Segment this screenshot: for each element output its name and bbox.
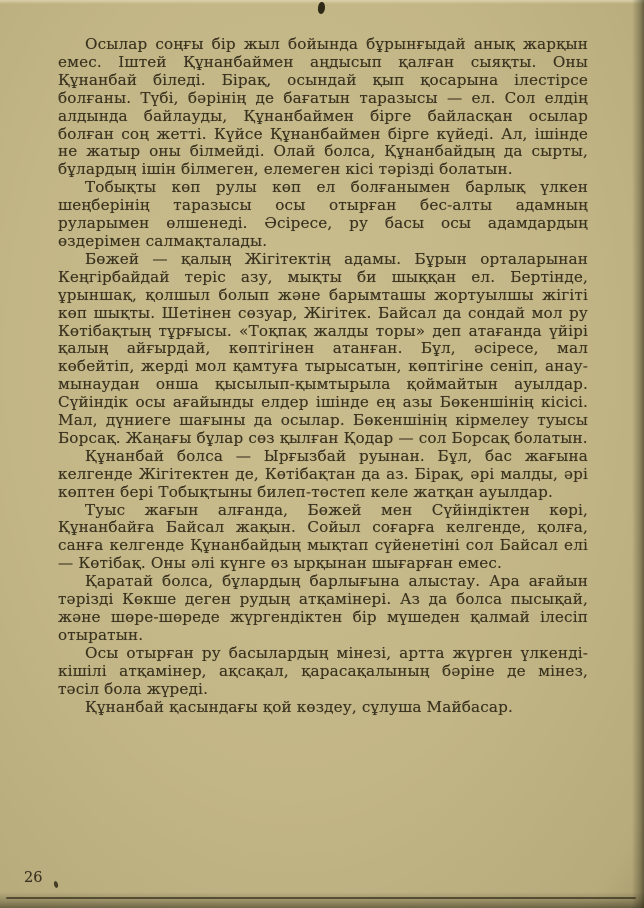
paragraph: Құнанбай болса — Ырғызбай руынан. Бұл, бас жағына келгенде Жігітектен де, Көтібақтан да аз. Бірақ, әрі малды, әрі көптен бері Тобықтыны билеп-төстеп келе жатқан ауылдар. [58, 446, 588, 501]
paper-edge-right [632, 0, 644, 908]
paragraph: Қаратай болса, бұлардың барлығына алыстау. Ара ағайын тәрізді Көкше деген рудың атқамінері. Аз да болса пысықай, және шөре-шөреде жүргендіктен бір мүшеден қалмай ілесіп отыратын. [58, 572, 588, 644]
ink-speck [53, 881, 59, 889]
ink-mark [317, 2, 326, 15]
paragraph: Осылар соңғы бір жыл бойында бұрынғыдай анық жарқын емес. Іштей Құнанбаймен аңдысып қалған сыяқты. Оны Құнанбай біледі. Бірақ, осындай қып қосарына ілестірсе болғаны. Түбі, бәрінің де бағатын таразысы — ел. Сол елдің алдында байлауды, Құнанбаймен бірге байласқан осылар болған соң жетті. Күйсе Құнанбаймен бірге күйеді. Ал, ішінде не жатыр оны білмейді. Олай болса, Құнанбайдың да сырты, бұлардың ішін білмеген, елемеген кісі тәрізді болатын. [58, 35, 588, 179]
page-number: 26 [24, 870, 43, 886]
paragraph: Құнанбай қасындағы қой көздеу, сұлуша Майбасар. [85, 697, 513, 716]
paragraph: Осы отырған ру басылардың мінезі, артта жүрген үлкенді-кішілі атқамінер, ақсақал, қарасақалының бәріне де мінез, тәсіл бола жүреді. [58, 643, 588, 698]
paragraph: Бөжей — қалың Жігітектің адамы. Бұрын орталарынан Кеңгірбайдай теріс азу, мықты би шыққан ел. Бертінде, ұрыншақ, қолшыл болып және барымташы жортуылшы жігіті көп шықты. Шетінен сөзуар, Жігітек. Байсал да сондай мол ру Көтібақтың тұрғысы. «Тоқпақ жалды торы» деп атағанда үйірі қалың айғырдай, көптігінен атанған. Бұл, әсіресе, мал көбейтіп, жерді мол қамтуға тырысатын, көптігіне сеніп, анау-мынаудан онша қысылып-қымтырыла қоймайтын ауылдар. Сүйіндік осы ағайынды елдер ішінде ең азы Бөкеншінің кісісі. Мал, дүниеге шағыны да осылар. Бөкеншінің кірмелеу туысы Борсақ. Жаңағы бұлар сөз қылған Қодар — сол Борсақ болатын. [58, 249, 588, 447]
paper-edge-line [6, 897, 636, 899]
paragraph: Тобықты көп рулы көп ел болғанымен барлық үлкен шеңберінің таразысы осы отырған бес-алты адамның руларымен өлшенеді. Әсіресе, ру басы осы адамдардың өздерімен салмақталады. [58, 178, 588, 250]
paper-edge-bottom [0, 892, 644, 908]
text-block [58, 36, 588, 716]
paragraph: Туыс жағын алғанда, Бөжей мен Сүйіндіктен көрі, Құнанбайға Байсал жақын. Сойыл соғарға келгенде, қолға, санға келгенде Құнанбайдың мықтап сүйенетіні сол Байсал елі — Көтібақ. Оны әлі күнге өз ырқынан шығарған емес. [58, 500, 588, 573]
